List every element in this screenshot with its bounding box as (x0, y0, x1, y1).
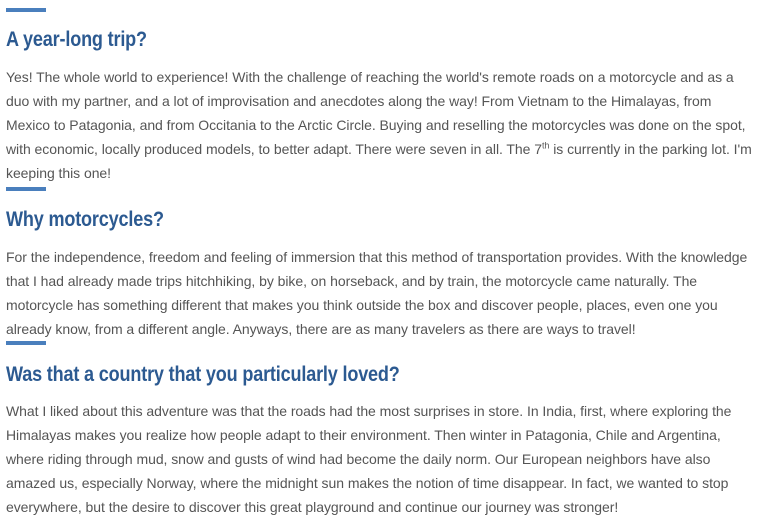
section-year-long-trip (6, 8, 758, 185)
section-paragraph: For the independence, freedom and feeling of immersion that this method of transportation provides. With the knowledge that I had already made trips hitchhiking, by bike, on horseback, and by train, the motorcycle came naturally. The motorcycle has something different that makes you think outside the box and discover people, places, even one you already know, from a different angle. Anyways, there are as many travelers as there are ways to travel! (6, 249, 748, 337)
paragraph-text-end: is currently in the parking lot. I'm keeping this one! (6, 141, 752, 181)
paragraph-text: Yes! The whole world to experience! With the challenge of reaching the world's remote roads on a motorcycle and as a duo with my partner, and a lot of improvisation and anecdotes along the way! From Vietnam to the Himalayas, from Mexico to Patagonia, and from Occitania to the Arctic Circle. Buying and reselling the motorcycles was done on the spot, with economic, locally produced models, to better adapt. There were seven in all. The 7 (6, 69, 746, 157)
section-paragraph: What I liked about this adventure was that the roads had the most surprises in store. In India, first, where exploring the Himalayas makes you realize how people adapt to their environment. Then winter in Patagonia, Chile and Argentina, where riding through mud, snow and gusts of wind had become the daily norm. Our European neighbors have also amazed us, especially Norway, where the midnight sun makes the notion of time disappear. In fact, we wanted to stop everywhere, but the desire to discover this great playground and continue our journey was stronger! (6, 403, 732, 515)
section-heading: A year-long trip? (6, 28, 147, 51)
section-paragraph (6, 65, 758, 185)
accent-bar (6, 187, 46, 191)
section-favorite-country (6, 341, 758, 519)
accent-bar (6, 8, 46, 12)
accent-bar (6, 341, 46, 345)
section-why-motorcycles (6, 187, 758, 341)
ordinal-superscript: th (541, 140, 550, 151)
section-heading: Why motorcycles? (6, 208, 164, 231)
section-heading: Was that a country that you particularly loved? (6, 363, 400, 386)
